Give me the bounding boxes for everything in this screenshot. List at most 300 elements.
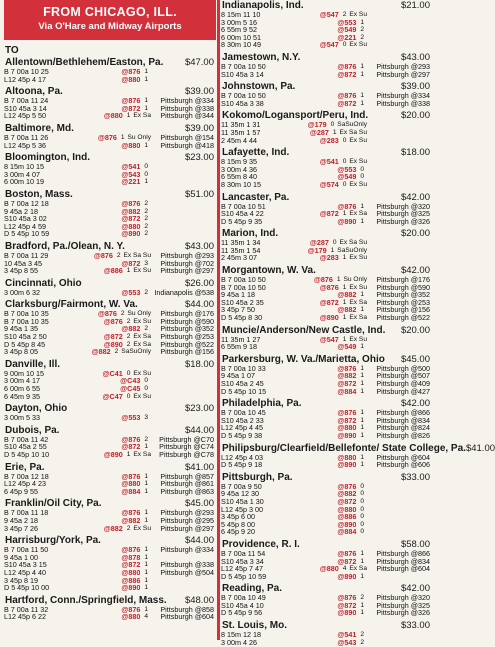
flight-stops: 1 — [144, 509, 148, 517]
flight-connection: Pittsburgh @C78 — [159, 450, 214, 459]
flight-times: 6 00m 10 51 — [221, 32, 261, 42]
fare-price: $42.00 — [400, 398, 430, 410]
flight-row — [4, 142, 216, 150]
flight-number: @541 — [319, 157, 339, 167]
flight-number: @872 — [337, 98, 357, 108]
flight-connection: Pittsburgh @522 — [376, 313, 430, 323]
flight-stops: 3 — [144, 414, 148, 422]
fare-price: $26.00 — [184, 277, 214, 289]
flight-number: @876 — [121, 198, 141, 208]
fare-price: $18.00 — [400, 147, 430, 159]
flight-row — [4, 393, 216, 401]
flight-number: @880 — [121, 612, 141, 622]
flight-connection: Pittsburgh @334 — [376, 91, 430, 101]
flight-days: Ex Sa — [133, 451, 151, 458]
flight-row — [4, 488, 216, 496]
flight-days: Ex Sa — [133, 112, 151, 120]
flight-connection: Pittsburgh @295 — [160, 515, 214, 525]
flight-times: B 7 00a 10 50 — [221, 275, 266, 285]
flight-number: @882 — [337, 489, 357, 499]
flight-stops: 1 — [360, 202, 364, 210]
flight-stops: 0 — [360, 490, 364, 498]
flight-stops: 0 — [144, 163, 148, 171]
fare-price: $42.00 — [400, 583, 430, 595]
flight-stops: 1 — [144, 104, 148, 112]
flight-connection: Pittsburgh @156 — [160, 347, 214, 357]
fare-price: $47.00 — [184, 57, 214, 68]
flight-number: @882 — [121, 324, 141, 334]
flight-stops: 0 — [342, 180, 347, 188]
fare-price: $45.00 — [184, 498, 214, 510]
destination-name: Parkersburg, W. Va./Marietta, Ohio — [222, 353, 385, 365]
flight-stops: 1 — [342, 210, 347, 218]
route-block — [4, 299, 216, 356]
flight-stops: 1 — [126, 451, 131, 458]
flight-stops: 0 — [330, 121, 335, 129]
flight-times: 11 35m 1 31 — [221, 120, 261, 130]
flight-times: S10 45a 3 34 — [221, 556, 264, 566]
flight-connection — [370, 19, 432, 27]
flight-number: @882 — [121, 515, 141, 525]
destination-name: Danville, Ill. — [5, 358, 61, 370]
flight-number: @872 — [337, 556, 357, 566]
flight-days: Ex Sa — [349, 210, 367, 218]
flight-connection — [370, 631, 432, 639]
destination-name: Kokomo/Logansport/Peru, Ind. — [222, 110, 369, 122]
flight-times: 9 00m 10 15 — [4, 368, 44, 378]
destination-name: Jamestown, N.Y. — [222, 51, 301, 63]
route-block — [4, 86, 216, 120]
flight-times: 6 45p 9 20 — [221, 527, 255, 537]
destination-name: Marion, Ind. — [222, 228, 279, 240]
flight-stops: 1 — [126, 112, 131, 120]
flight-number: @882 — [337, 371, 357, 381]
flight-stops: 1 — [360, 291, 364, 299]
flight-times: 11 35m 1 34 — [221, 238, 261, 248]
flight-days: Ex Su — [349, 254, 367, 262]
flight-connection — [370, 254, 432, 262]
flight-times: D 5 45p 9 56 — [221, 608, 263, 618]
flight-number: @890 — [337, 608, 357, 618]
flight-row — [4, 230, 216, 238]
flight-connection: Pittsburgh @253 — [376, 297, 430, 307]
flight-connection: Pittsburgh @338 — [160, 103, 214, 113]
flight-stops: 2 — [126, 317, 131, 325]
flight-connection: Pittsburgh @507 — [376, 371, 430, 381]
flight-days: Ex Su — [349, 335, 367, 343]
destination-name: Cincinnati, Ohio — [5, 277, 82, 289]
flight-connection: Pittsburgh @176 — [376, 275, 430, 285]
flight-stops: 1 — [120, 133, 125, 141]
flight-connection — [154, 223, 216, 231]
flight-stops: 3 — [144, 259, 148, 267]
destination-name: Hartford, Conn./Springfield, Mass. — [5, 594, 167, 606]
flight-times: B 7 00a 11 42 — [4, 434, 49, 444]
flight-times: 6 55m 8 40 — [221, 172, 257, 182]
flight-number: @872 — [337, 379, 357, 388]
flight-stops: 1 — [360, 461, 364, 469]
flight-number: @283 — [319, 253, 339, 263]
flight-row — [4, 584, 216, 592]
flight-stops: 0 — [360, 505, 364, 513]
flight-number: @884 — [337, 386, 357, 396]
flight-times: D 5 45p 10 59 — [4, 229, 50, 239]
flight-connection — [154, 584, 216, 592]
flight-number: @890 — [337, 519, 357, 529]
flight-times: 8 30m 10 15 — [221, 179, 261, 189]
flight-times: S10 45a 2 50 — [4, 332, 47, 342]
flight-connection — [154, 171, 216, 179]
flight-number: @541 — [337, 630, 357, 640]
flight-connection: Pittsburgh @293 — [160, 250, 214, 260]
flight-times: S10 45a 3 15 — [4, 560, 47, 570]
flight-stops: 1 — [360, 62, 364, 70]
flight-times: 5 45p 8 00 — [221, 519, 255, 529]
flight-stops: 1 — [144, 553, 148, 561]
flight-days: Ex Sa — [349, 314, 367, 322]
flight-days: Ex Su — [349, 41, 367, 49]
flight-number: @884 — [121, 486, 141, 496]
header-banner — [4, 0, 216, 40]
flight-stops: 1 — [332, 128, 337, 136]
flight-stops: 0 — [126, 392, 131, 400]
flight-stops: 1 — [360, 372, 364, 380]
flight-times: B 7 00a 11 24 — [4, 96, 49, 106]
flight-connection: Pittsburgh @293 — [376, 61, 430, 71]
flight-number: @876 — [97, 309, 117, 319]
flight-number: @543 — [337, 637, 357, 647]
flight-stops: 2 — [144, 435, 148, 443]
flight-connection: Pittsburgh @334 — [160, 96, 214, 106]
flight-row — [221, 639, 432, 647]
flight-times: 3 45p 6 00 — [221, 512, 255, 522]
flight-connection — [370, 173, 432, 181]
destination-name: Johnstown, Pa. — [222, 81, 296, 93]
flight-stops: 0 — [342, 41, 347, 49]
flight-stops: 0 — [342, 158, 347, 166]
flight-number: @876 — [121, 508, 141, 518]
flight-row — [221, 388, 432, 396]
right-route-list — [221, 0, 495, 647]
header-subtitle: Via O'Hare and Midway Airports — [38, 21, 182, 32]
flight-connection: Pittsburgh @326 — [376, 608, 430, 618]
flight-row — [221, 314, 432, 322]
fare-price: $48.00 — [184, 594, 214, 606]
flight-connection: Pittsburgh @297 — [376, 69, 430, 79]
flight-stops: 0 — [144, 170, 148, 178]
fare-price: $58.00 — [400, 538, 430, 550]
flight-stops: 0 — [360, 173, 364, 181]
header-title: FROM CHICAGO, ILL. — [43, 5, 177, 19]
flight-times: 9 45a 1 07 — [221, 371, 255, 381]
flight-stops: 2 — [144, 325, 148, 333]
route-block — [4, 57, 216, 83]
flight-stops: 2 — [144, 199, 148, 207]
flight-number: @876 — [319, 282, 339, 292]
flight-connection: Pittsburgh @409 — [376, 379, 430, 388]
flight-number: @876 — [103, 316, 123, 326]
fare-price: $44.00 — [184, 424, 214, 436]
route-block — [4, 278, 216, 297]
flight-times: L12 45p 4 03 — [221, 452, 263, 462]
flight-connection: Pittsburgh @C74 — [159, 442, 214, 452]
flight-days: Ex Sa Su — [123, 251, 151, 259]
flight-number: @C43 — [120, 376, 141, 386]
flight-connection: Pittsburgh @320 — [376, 593, 430, 603]
flight-row — [4, 613, 216, 621]
flight-stops: 0 — [360, 513, 364, 521]
flight-connection — [154, 163, 216, 171]
flight-times: 6 45m 9 35 — [4, 391, 40, 401]
flight-connection: Pittsburgh @320 — [376, 201, 430, 211]
flight-connection: Pittsburgh @352 — [376, 290, 430, 300]
flight-number: @880 — [337, 504, 357, 514]
flight-connection: Pittsburgh @504 — [160, 567, 214, 577]
flight-connection — [370, 490, 432, 498]
flight-number: @876 — [93, 250, 113, 260]
flight-stops: 0 — [144, 385, 148, 393]
flight-number: @890 — [319, 313, 339, 323]
flight-connection: Pittsburgh @604 — [376, 452, 430, 462]
flight-stops: 1 — [144, 546, 148, 554]
route-block — [221, 325, 432, 351]
flight-stops: 1 — [360, 380, 364, 387]
flight-stops: 1 — [360, 18, 364, 26]
flight-times: 9 45a 1 00 — [4, 552, 38, 562]
flight-days: Su Only — [127, 133, 151, 141]
flight-times: 8 15m 10 15 — [4, 162, 44, 172]
destination-name: Altoona, Pa. — [5, 86, 63, 98]
flight-stops: 0 — [360, 528, 364, 536]
destination-name: Bradford, Pa./Olean, N. Y. — [5, 240, 125, 252]
destination-name: Dayton, Ohio — [5, 403, 68, 415]
flight-times: L12 45p 5 36 — [4, 140, 46, 150]
flight-row — [4, 267, 216, 275]
route-block — [221, 442, 495, 470]
destination-name: Franklin/Oil City, Pa. — [5, 498, 102, 510]
flight-number: @283 — [319, 135, 339, 145]
flight-connection: Pittsburgh @606 — [376, 460, 430, 470]
flight-days: Ex Su — [349, 283, 367, 291]
flight-times: S10 45a 3 02 — [4, 214, 47, 224]
flight-connection: Pittsburgh @338 — [376, 98, 430, 108]
flight-times: 3 00m 5 33 — [4, 413, 40, 423]
flight-stops: 2 — [144, 222, 148, 230]
flight-row — [221, 528, 432, 536]
flight-connection — [154, 577, 216, 585]
flight-row — [221, 461, 432, 469]
route-block — [221, 110, 432, 144]
flight-times: B 7 00a 10 50 — [221, 61, 266, 71]
flight-times: 3 00m 4 36 — [221, 164, 257, 174]
flight-stops: 2 — [126, 524, 131, 532]
flight-days: Ex Sa — [133, 340, 151, 348]
flight-row — [221, 137, 432, 145]
flight-number: @872 — [337, 496, 357, 506]
flight-times: 3 00m 4 17 — [4, 376, 40, 386]
destination-name: Providence, R. I. — [222, 538, 300, 550]
flight-times: S10 45a 4 10 — [221, 600, 264, 610]
destination-name: Clarksburg/Fairmont, W. Va. — [5, 299, 138, 311]
flight-connection — [370, 573, 432, 581]
flight-connection: Pittsburgh @297 — [160, 266, 214, 276]
flight-number: @547 — [319, 334, 339, 344]
flight-times: B 7 00a 10 51 — [221, 201, 266, 211]
route-block — [4, 462, 216, 496]
flight-number: @C47 — [102, 391, 123, 401]
flight-times: S10 45a 2 35 — [221, 297, 264, 307]
flight-times: 11 35m 1 27 — [221, 334, 261, 344]
flight-connection: Pittsburgh @861 — [160, 479, 214, 489]
flight-row — [221, 181, 432, 189]
flight-connection: Pittsburgh @297 — [160, 523, 214, 533]
flight-connection: Pittsburgh @344 — [160, 111, 214, 121]
fare-price: $21.00 — [400, 0, 430, 11]
flight-number: @886 — [121, 575, 141, 585]
flight-number: @876 — [337, 363, 357, 373]
flight-number: @890 — [103, 450, 123, 459]
flight-connection — [370, 336, 432, 344]
flight-number: @876 — [121, 96, 141, 106]
flight-stops: 2 — [120, 310, 125, 318]
flight-times: 2 45m 3 07 — [221, 253, 257, 263]
flight-number: @890 — [337, 460, 357, 470]
flight-number: @541 — [121, 162, 141, 172]
fare-price: $51.00 — [184, 188, 214, 200]
flight-connection — [370, 181, 432, 189]
flight-stops: 0 — [360, 497, 364, 505]
flight-number: @549 — [337, 172, 357, 182]
flight-stops: 1 — [126, 267, 131, 275]
flight-number: @872 — [337, 415, 357, 425]
fare-price: $45.00 — [400, 353, 430, 365]
flight-stops: 0 — [126, 369, 131, 377]
flight-number: @179 — [307, 245, 327, 255]
flight-connection — [370, 137, 432, 145]
flight-row — [4, 451, 216, 459]
route-block — [4, 241, 216, 275]
destination-name: St. Louis, Mo. — [222, 620, 287, 632]
flight-number: @553 — [121, 287, 141, 297]
flight-number: @876 — [121, 471, 141, 481]
flight-connection: Pittsburgh @334 — [160, 545, 214, 555]
fare-price: $39.00 — [184, 122, 214, 134]
flight-connection — [370, 498, 432, 506]
flight-times: 3 00m 5 16 — [221, 17, 257, 27]
right-column — [221, 0, 495, 647]
flight-stops: 1 — [144, 75, 148, 83]
flight-row — [221, 71, 432, 79]
flight-number: @876 — [121, 604, 141, 614]
flight-days: Ex Su — [133, 369, 151, 377]
flight-stops: 2 — [116, 251, 121, 259]
flight-connection — [370, 158, 432, 166]
flight-stops: 2 — [360, 33, 364, 41]
flight-number: @553 — [121, 413, 141, 423]
fare-price: $33.00 — [400, 471, 430, 483]
flight-row — [4, 76, 216, 84]
flight-times: 9 45a 2 18 — [4, 515, 38, 525]
flight-stops: 1 — [360, 92, 364, 100]
flight-stops: 1 — [144, 516, 148, 524]
flight-stops: 1 — [360, 572, 364, 580]
flight-connection — [154, 377, 216, 385]
flight-number: @882 — [121, 206, 141, 216]
fare-price: $23.00 — [184, 403, 214, 415]
flight-connection: Pittsburgh @338 — [160, 560, 214, 570]
fare-price: $39.00 — [184, 86, 214, 98]
flight-row — [4, 112, 216, 120]
flight-connection — [154, 76, 216, 84]
flight-stops: 1 — [360, 424, 364, 432]
flight-number: @880 — [337, 423, 357, 433]
flight-stops: 1 — [144, 97, 148, 105]
flight-connection: Pittsburgh @590 — [160, 316, 214, 326]
route-header — [221, 442, 495, 454]
flight-number: @886 — [337, 512, 357, 522]
flight-times: S10 45a 2 45 — [221, 379, 264, 388]
flight-number: @876 — [337, 408, 357, 418]
flight-connection: Pittsburgh @325 — [376, 209, 430, 219]
flight-times: B 7 00a 10 35 — [4, 309, 49, 319]
flight-times: 11 35m 1 57 — [221, 127, 261, 137]
flight-times: B 7 00a 12 18 — [4, 471, 49, 481]
flight-connection: Pittsburgh @604 — [376, 564, 430, 574]
to-label: TO — [5, 45, 19, 56]
flight-number: @543 — [121, 169, 141, 179]
flight-stops: 1 — [360, 387, 364, 395]
flight-times: 2 45m 4 44 — [221, 135, 257, 145]
flight-days: Ex Su — [133, 392, 151, 400]
flight-times: 10 45a 3 45 — [4, 258, 42, 268]
flight-stops: 2 — [144, 215, 148, 223]
flight-number: @872 — [121, 442, 141, 452]
flight-number: @878 — [121, 552, 141, 562]
route-block — [4, 425, 216, 459]
flight-number: @872 — [121, 103, 141, 113]
flight-connection — [154, 215, 216, 223]
flight-number: @872 — [103, 332, 123, 342]
flight-times: B 7 00a 11 54 — [221, 548, 266, 558]
destination-name: Erie, Pa. — [5, 461, 45, 473]
flight-connection: Pittsburgh @866 — [376, 548, 430, 558]
flight-stops: 2 — [360, 638, 364, 646]
flight-times: B 7 00a 10 50 — [221, 91, 266, 101]
flight-connection: Pittsburgh @702 — [160, 258, 214, 268]
flight-number: @890 — [121, 229, 141, 239]
flight-number: @221 — [337, 32, 357, 42]
route-block — [221, 147, 432, 188]
flight-row — [4, 348, 216, 356]
flight-stops: 0 — [360, 520, 364, 528]
flight-times: S10 45a 3 14 — [4, 103, 47, 113]
fare-price: $42.00 — [400, 191, 430, 203]
flight-times: 3 00m 4 07 — [4, 169, 40, 179]
flight-number: @553 — [337, 17, 357, 27]
fare-price: $41.00 — [465, 442, 495, 454]
route-block — [4, 359, 216, 400]
route-block — [4, 189, 216, 238]
flight-connection: Pittsburgh @866 — [376, 408, 430, 418]
flight-connection: Pittsburgh @863 — [160, 486, 214, 496]
flight-stops: 2 — [144, 230, 148, 238]
flight-days: SaSuOnly — [121, 348, 151, 356]
flight-days: Ex Su — [349, 180, 367, 188]
flight-connection — [154, 200, 216, 208]
route-block — [4, 123, 216, 149]
flight-times: D 5 45p 8 30 — [221, 313, 263, 323]
flight-row — [221, 573, 432, 581]
